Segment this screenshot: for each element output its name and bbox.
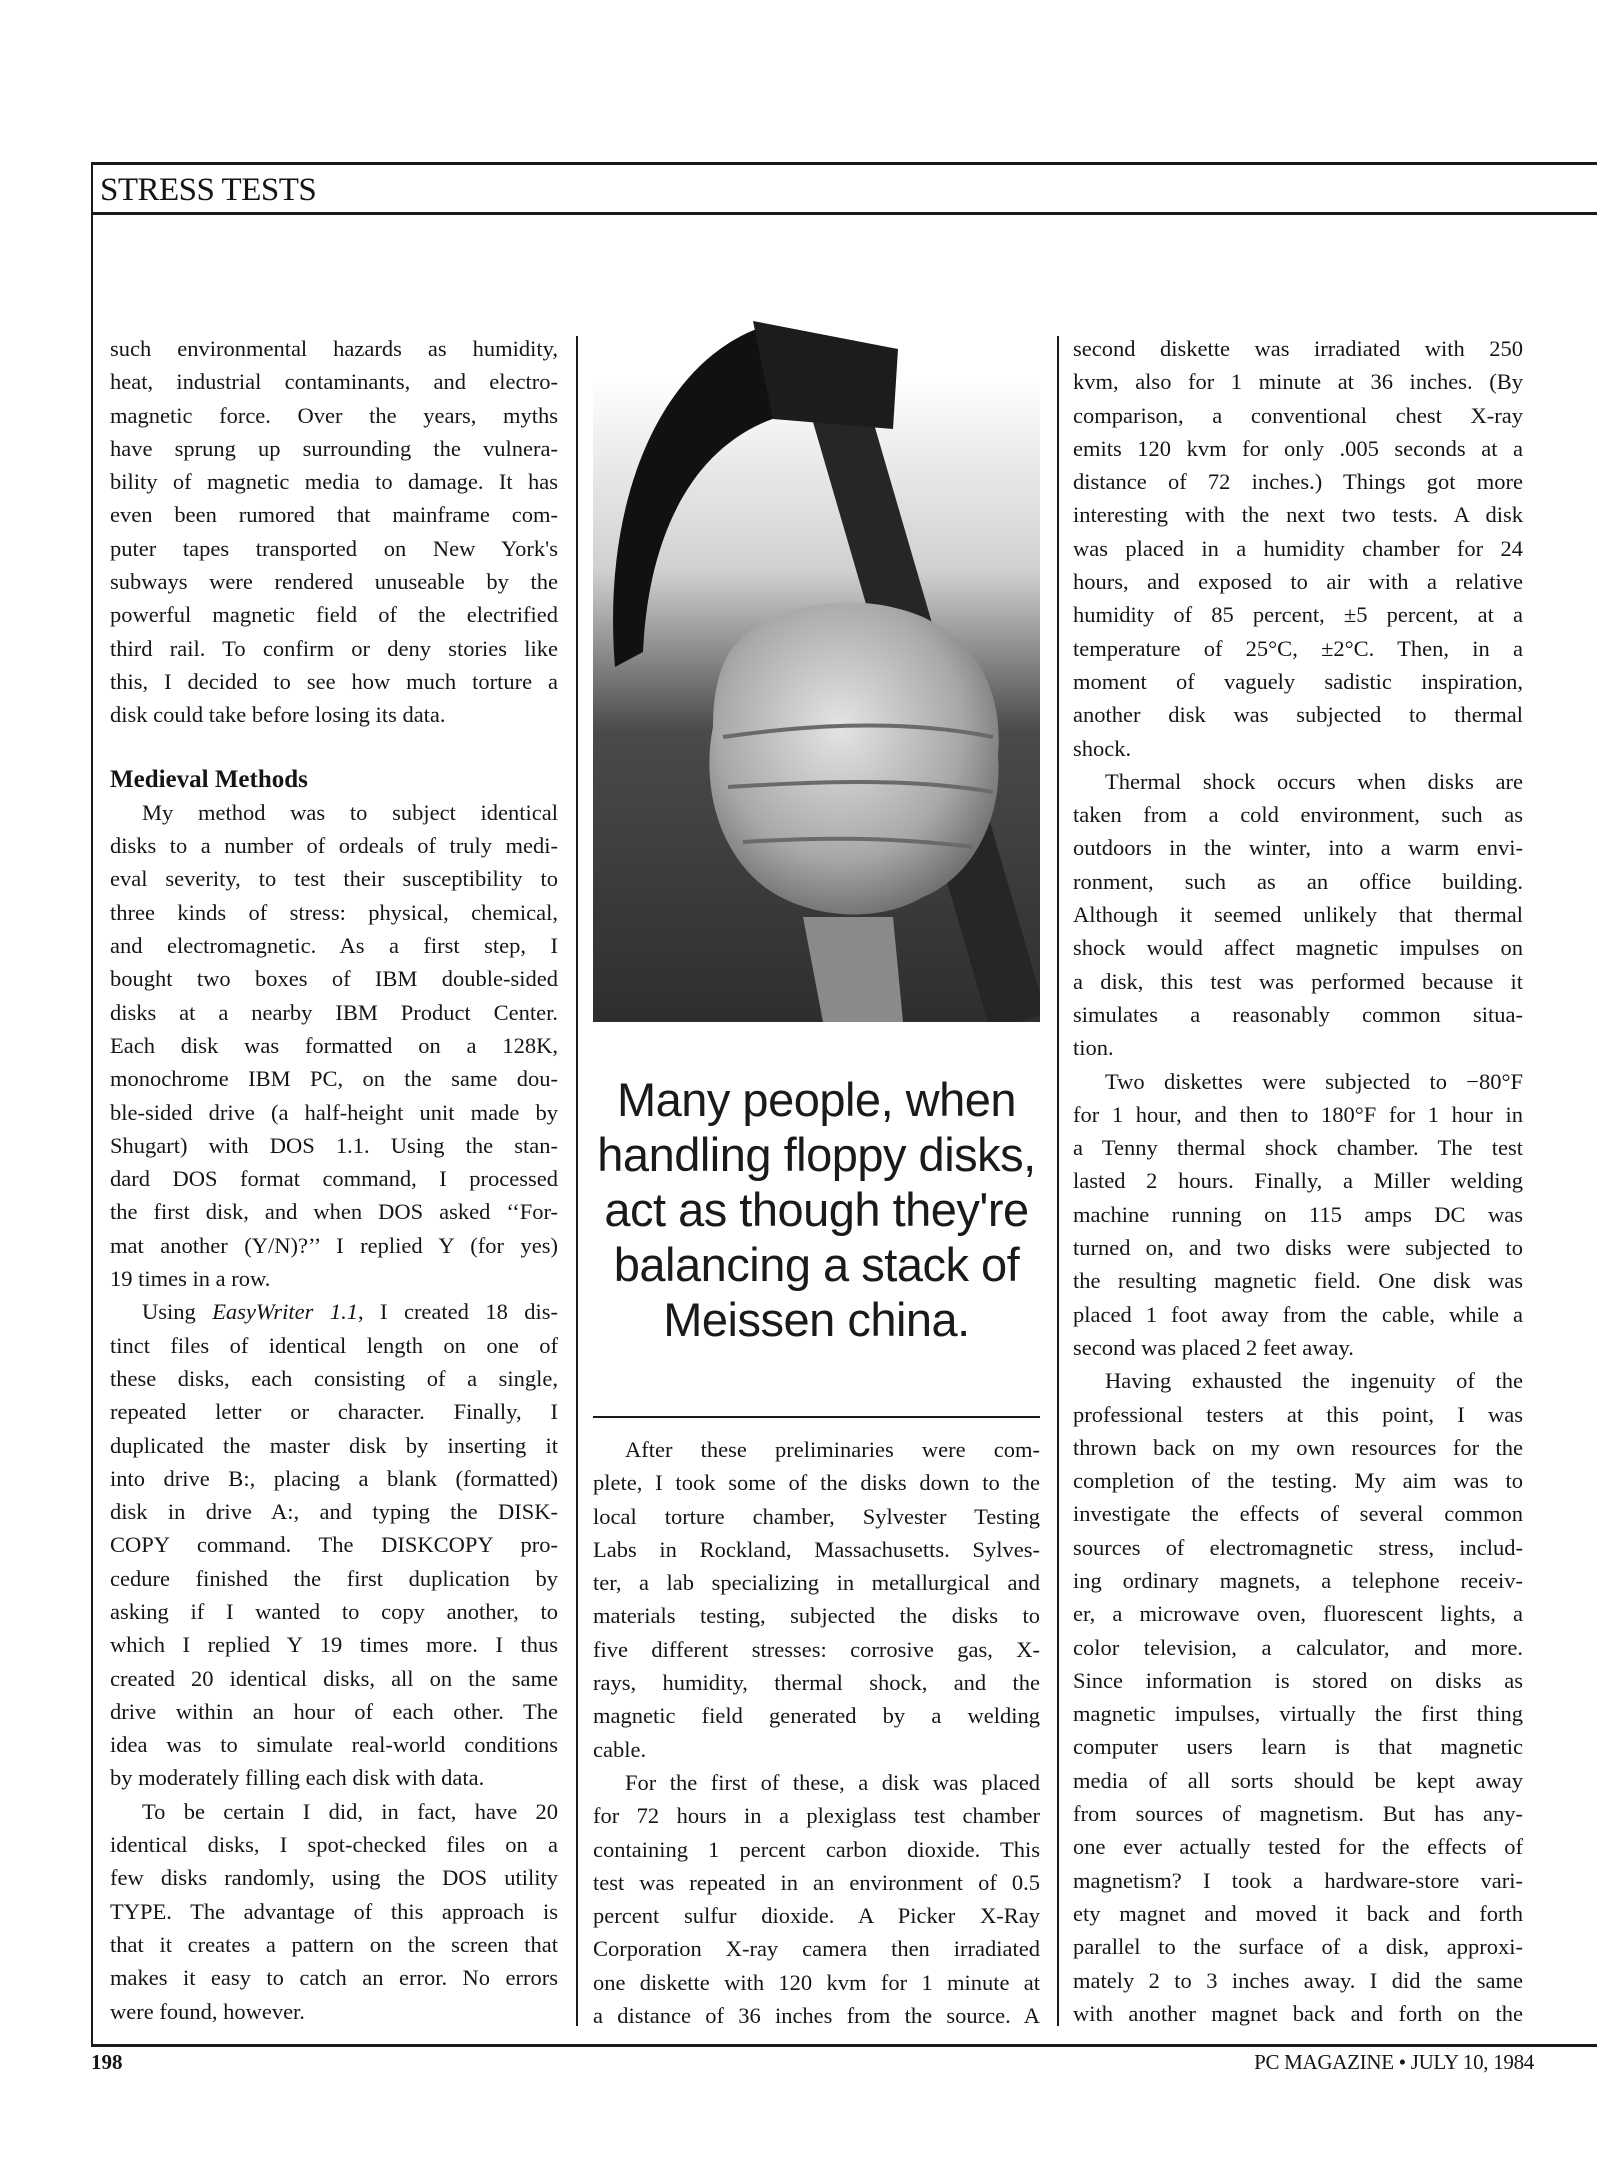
text-line: kvm, also for 1 minute at 36 inches. (By (1073, 369, 1523, 395)
frame-bottom-rule (91, 2044, 1597, 2047)
text-line: into drive B:, placing a blank (formatted) (110, 1465, 558, 1491)
text-line: For the first of these, a disk was placed (625, 1769, 1040, 1795)
text-line: simulates a reasonably common situa- (1073, 1001, 1523, 1027)
text-line: ble-sided drive (a half-height unit made by (110, 1099, 558, 1125)
text-line: a disk, this test was performed because it (1073, 968, 1523, 994)
text-line: shock would affect magnetic impulses on (1073, 935, 1523, 961)
page-number: 198 (91, 2050, 123, 2074)
header-bottom-rule (91, 212, 1597, 215)
text-line: Each disk was formatted on a 128K, (110, 1032, 558, 1058)
text-line: bought two boxes of IBM double-sided (110, 966, 558, 992)
text-line: completion of the testing. My aim was to (1073, 1468, 1523, 1494)
text-line: the resulting magnetic field. One disk was (1073, 1268, 1523, 1294)
text-line: test was repeated in an environment of 0.5 (593, 1869, 1040, 1895)
text-line: one ever actually tested for the effects of (1073, 1834, 1523, 1860)
text-line: Two diskettes were subjected to −80°F (1105, 1068, 1523, 1094)
text-line: moment of vaguely sadistic inspiration, (1073, 668, 1523, 694)
text-line: few disks randomly, using the DOS utility (110, 1865, 558, 1891)
text-line: turned on, and two disks were subjected to (1073, 1235, 1523, 1261)
text-line: asking if I wanted to copy another, to (110, 1598, 558, 1624)
text-line: emits 120 kvm for only .005 seconds at a (1073, 435, 1523, 461)
text-line: ety magnet and moved it back and forth (1073, 1900, 1523, 1926)
text-line: makes it easy to catch an error. No errors (110, 1965, 558, 1991)
text-line: for 72 hours in a plexiglass test chamber (593, 1803, 1040, 1829)
text-line: have sprung up surrounding the vulnera- (110, 435, 558, 461)
frame-left-border (91, 162, 93, 2046)
text-line: Shugart) with DOS 1.1. Using the stan- (110, 1132, 558, 1158)
text-line: thrown back on my own resources for the (1073, 1434, 1523, 1460)
text-line: disks at a nearby IBM Product Center. (110, 999, 558, 1025)
text-line: plete, I took some of the disks down to the (593, 1470, 1040, 1496)
text-segment: Using (142, 1299, 213, 1325)
text-line: magnetic impulses, virtually the first thing (1073, 1701, 1523, 1727)
text-line: mat another (Y/N)?’’ I replied Y (for yes) (110, 1232, 558, 1258)
text-line: heat, industrial contaminants, and electro- (110, 369, 558, 395)
text-line: humidity of 85 percent, ±5 percent, at a (1073, 602, 1523, 628)
text-line: these disks, each consisting of a single, (110, 1365, 558, 1391)
text-line: three kinds of stress: physical, chemical, (110, 899, 558, 925)
text-line: another disk was subjected to thermal (1073, 702, 1523, 728)
text-line: that it creates a pattern on the screen that (110, 1931, 558, 1957)
pull-quote-rule (593, 1416, 1040, 1418)
text-line: tinct files of identical length on one of (110, 1332, 558, 1358)
text-line: To be certain I did, in fact, have 20 (142, 1798, 558, 1824)
text-segment: , I created 18 dis- (357, 1299, 558, 1325)
text-line: such environmental hazards as humidity, (110, 336, 558, 361)
text-line: second was placed 2 feet away. (1073, 1334, 1354, 1360)
text-line: by moderately filling each disk with data. (110, 1765, 485, 1791)
text-line: COPY command. The DISKCOPY pro- (110, 1532, 558, 1558)
text-line: monochrome IBM PC, on the same dou- (110, 1066, 558, 1092)
text-line: placed 1 foot away from the cable, while a (1073, 1301, 1523, 1327)
text-line: identical disks, I spot-checked files on a (110, 1832, 558, 1858)
text-line: idea was to simulate real-world conditions (110, 1732, 558, 1758)
text-line: a distance of 36 inches from the source. A (593, 2003, 1040, 2029)
text-line: disk in drive A:, and typing the DISK- (110, 1499, 558, 1525)
text-line: Thermal shock occurs when disks are (1105, 768, 1523, 794)
text-line: disk could take before losing its data. (110, 702, 446, 728)
text-line: materials testing, subjected the disks to (593, 1603, 1040, 1629)
column-divider (576, 336, 578, 2026)
text-line: magnetic force. Over the years, myths (110, 402, 558, 428)
text-line: and electromagnetic. As a first step, I (110, 933, 558, 959)
text-line: professional testers at this point, I was (1073, 1401, 1523, 1427)
text-line: computer users learn is that magnetic (1073, 1734, 1523, 1760)
text-line: After these preliminaries were com- (625, 1437, 1040, 1462)
text-line: powerful magnetic field of the electrified (110, 602, 558, 628)
text-line: bility of magnetic media to damage. It has (110, 469, 558, 495)
text-line: puter tapes transported on New York's (110, 535, 558, 561)
text-line: cedure finished the first duplication by (110, 1565, 558, 1591)
text-line: Although it seemed unlikely that thermal (1073, 902, 1523, 928)
text-line: outdoors in the winter, into a warm envi- (1073, 835, 1523, 861)
text-line: temperature of 25°C, ±2°C. Then, in a (1073, 635, 1523, 661)
article-column-2 (593, 1433, 1040, 2032)
pull-quote: Many people, when handling floppy disks, act as though they're balancing a stack of Meissen china. (597, 1073, 1036, 1346)
text-line: investigate the effects of several common (1073, 1501, 1523, 1527)
text-line: subways were rendered unuseable by the (110, 569, 558, 595)
text-line: color television, a calculator, and more. (1073, 1634, 1523, 1660)
text-line: Since information is stored on disks as (1073, 1667, 1523, 1693)
text-line: distance of 72 inches.) Things got more (1073, 469, 1523, 495)
text-line: five different stresses: corrosive gas, X- (593, 1636, 1040, 1662)
text-line: hours, and exposed to air with a relative (1073, 569, 1523, 595)
text-line: magnetic field generated by a welding (593, 1703, 1040, 1729)
text-line: percent sulfur dioxide. A Picker X-Ray (593, 1903, 1040, 1929)
text-line: repeated letter or character. Finally, I (110, 1399, 558, 1425)
text-line: drive within an hour of each other. The (110, 1698, 558, 1724)
text-line: parallel to the surface of a disk, approxi- (1073, 1934, 1523, 1960)
text-line: Labs in Rockland, Massachusetts. Sylves- (593, 1536, 1040, 1562)
text-line: eval severity, to test their susceptibility to (110, 866, 558, 892)
text-line: taken from a cold environment, such as (1073, 802, 1523, 828)
text-line: even been rumored that mainframe com- (110, 502, 558, 528)
text-line: er, a microwave oven, fluorescent lights, a (1073, 1601, 1523, 1627)
text-line: this, I decided to see how much torture a (110, 668, 558, 694)
text-line: a Tenny thermal shock chamber. The test (1073, 1135, 1523, 1161)
text-line: lasted 2 hours. Finally, a Miller welding (1073, 1168, 1523, 1194)
text-line: disks to a number of ordeals of truly medi- (110, 833, 558, 859)
text-line: media of all sorts should be kept away (1073, 1767, 1523, 1793)
text-line: second diskette was irradiated with 250 (1073, 336, 1523, 361)
text-line: cable. (593, 1736, 647, 1762)
text-line: comparison, a conventional chest X-ray (1073, 402, 1523, 428)
text-line: machine running on 115 amps DC was (1073, 1201, 1523, 1227)
text-line: containing 1 percent carbon dioxide. This (593, 1836, 1040, 1862)
text-line: sources of electromagnetic stress, includ- (1073, 1534, 1523, 1560)
text-line: local torture chamber, Sylvester Testing (593, 1503, 1040, 1529)
text-line: which I replied Y 19 times more. I thus (110, 1632, 558, 1658)
text-line: dard DOS format command, I processed (110, 1166, 558, 1192)
text-line: were found, however. (110, 1998, 305, 2024)
text-line: shock. (1073, 735, 1132, 761)
text-line: tion. (1073, 1035, 1114, 1061)
article-column-3 (1073, 332, 1523, 2030)
text-line: ronment, such as an office building. (1073, 868, 1523, 894)
italic-title: EasyWriter 1.1 (212, 1299, 358, 1325)
text-line: one diskette with 120 kvm for 1 minute at (593, 1969, 1040, 1995)
text-line: third rail. To confirm or deny stories like (110, 635, 558, 661)
text-line: ing ordinary magnets, a telephone receiv- (1073, 1567, 1523, 1593)
text-line: ter, a lab specializing in metallurgical and (593, 1570, 1040, 1596)
text-line: the first disk, and when DOS asked ‘‘For- (110, 1199, 558, 1225)
text-line: Corporation X-ray camera then irradiated (593, 1936, 1040, 1962)
hammer-fist-photo (593, 317, 1040, 1022)
subheading: Medieval Methods (110, 765, 308, 793)
text-line: Having exhausted the ingenuity of the (1105, 1368, 1523, 1394)
text-line: magnetism? I took a hardware-store vari- (1073, 1867, 1523, 1893)
publication-footer: PC MAGAZINE • JULY 10, 1984 (1254, 2050, 1534, 2074)
text-line: was placed in a humidity chamber for 24 (1073, 535, 1523, 561)
text-line: for 1 hour, and then to 180°F for 1 hour in (1073, 1101, 1523, 1127)
column-divider (1057, 336, 1059, 2026)
text-line: 19 times in a row. (110, 1266, 271, 1292)
text-line: duplicated the master disk by inserting it (110, 1432, 558, 1458)
text-line (110, 1295, 558, 1328)
text-line: created 20 identical disks, all on the same (110, 1665, 558, 1691)
article-column-1 (110, 332, 558, 2028)
text-line: rays, humidity, thermal shock, and the (593, 1670, 1040, 1696)
text-line: with another magnet back and forth on the (1073, 2000, 1523, 2026)
text-line: interesting with the next two tests. A disk (1073, 502, 1523, 528)
text-line: TYPE. The advantage of this approach is (110, 1898, 558, 1924)
text-line: mately 2 to 3 inches away. I did the same (1073, 1967, 1523, 1993)
text-line: from sources of magnetism. But has any- (1073, 1801, 1523, 1827)
text-line: My method was to subject identical (142, 799, 558, 825)
section-title: STRESS TESTS (100, 172, 317, 208)
header-top-rule (91, 162, 1597, 165)
